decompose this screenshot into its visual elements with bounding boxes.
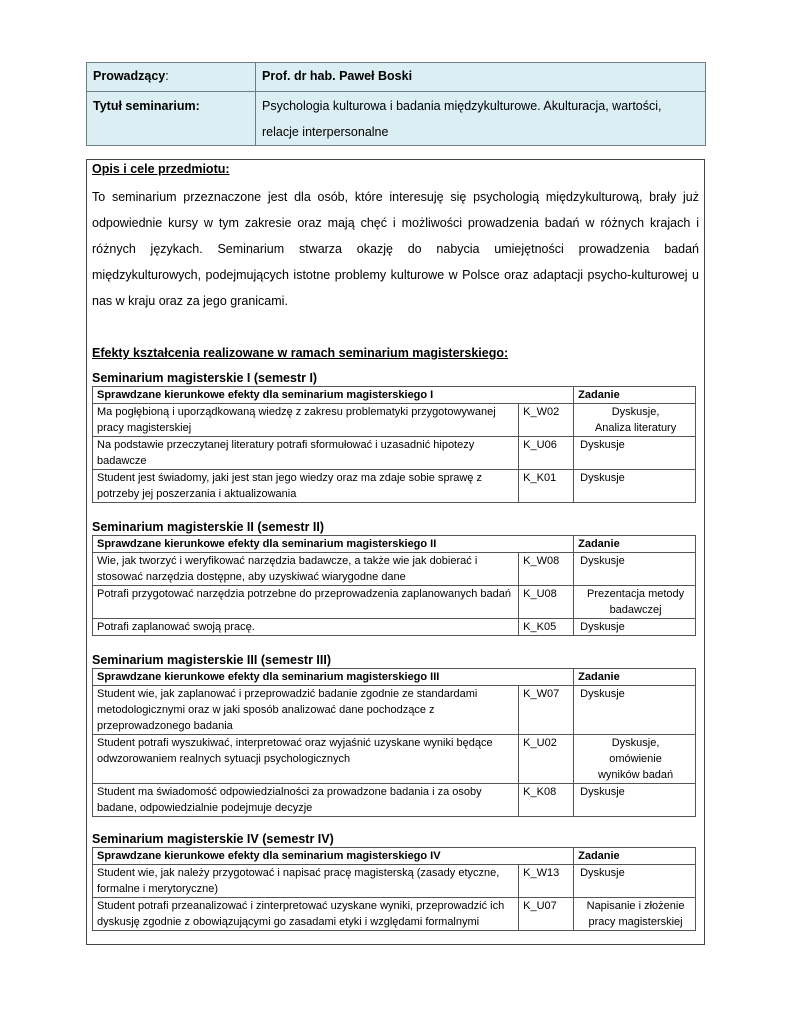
seminar-title-value bbox=[256, 92, 706, 146]
task-cell: Napisanie i złożenie pracy magisterskiej bbox=[574, 898, 696, 931]
effect-code: K_W08 bbox=[519, 553, 574, 586]
seminar-block-3 bbox=[92, 652, 696, 817]
seminar-title: Seminarium magisterskie IV (semestr IV) bbox=[92, 832, 334, 846]
effects-table-header-row bbox=[93, 387, 696, 404]
table-row bbox=[93, 619, 696, 636]
task-cell: Dyskusje, Analiza literatury bbox=[574, 404, 696, 437]
effect-code: K_W02 bbox=[519, 404, 574, 437]
table-row bbox=[93, 686, 696, 735]
effect-code: K_U07 bbox=[519, 898, 574, 931]
table-row bbox=[93, 553, 696, 586]
effects-table-header-row bbox=[93, 536, 696, 553]
task-cell: Prezentacja metody badawczej bbox=[574, 586, 696, 619]
table-row bbox=[93, 898, 696, 931]
task-column-header: Zadanie bbox=[574, 387, 696, 404]
effect-code: K_U02 bbox=[519, 735, 574, 784]
effects-heading: Efekty kształcenia realizowane w ramach seminarium magisterskiego: bbox=[92, 346, 509, 360]
table-row bbox=[93, 404, 696, 437]
effect-description: Student ma świadomość odpowiedzialności za prowadzone badania i za osoby badane, odpowiedzialnie podejmuje decyzje bbox=[93, 784, 519, 817]
effect-code: K_K01 bbox=[519, 470, 574, 503]
seminar-title: Seminarium magisterskie II (semestr II) bbox=[92, 520, 325, 534]
task-cell: Dyskusje bbox=[574, 470, 696, 503]
effect-description: Student wie, jak zaplanować i przeprowadzić badanie zgodnie ze standardami metodologicznymi oraz w jaki sposób analizować dane pochodzące z przeprowadzonego badania bbox=[93, 686, 519, 735]
effect-description: Na podstawie przeczytanej literatury potrafi sformułować i uzasadnić hipotezy badawcze bbox=[93, 437, 519, 470]
description-heading: Opis i cele przedmiotu: bbox=[92, 162, 230, 176]
effect-code: K_K08 bbox=[519, 784, 574, 817]
seminar-title-line-2: relacje interpersonalne bbox=[262, 125, 389, 139]
effect-code: K_W13 bbox=[519, 865, 574, 898]
lecturer-label-colon: : bbox=[165, 69, 169, 83]
table-row bbox=[93, 586, 696, 619]
task-column-header: Zadanie bbox=[574, 669, 696, 686]
header-table bbox=[86, 62, 706, 146]
table-row bbox=[93, 437, 696, 470]
effects-table bbox=[92, 668, 696, 817]
effect-description: Potrafi przygotować narzędzia potrzebne do przeprowadzenia zaplanowanych badań bbox=[93, 586, 519, 619]
effects-table bbox=[92, 535, 696, 636]
effects-column-header: Sprawdzane kierunkowe efekty dla seminarium magisterskiego I bbox=[93, 387, 574, 404]
lecturer-label-cell bbox=[87, 63, 256, 92]
effect-description: Student potrafi przeanalizować i zinterpretować uzyskane wyniki, przeprowadzić ich dyskusję zgodnie z obowiązującymi go zasadami etyki i względami formalnymi bbox=[93, 898, 519, 931]
task-cell: Dyskusje bbox=[574, 865, 696, 898]
effect-description: Potrafi zaplanować swoją pracę. bbox=[93, 619, 519, 636]
effect-description: Student jest świadomy, jaki jest stan jego wiedzy oraz ma zdaje sobie sprawę z potrzeby jej poszerzania i aktualizowania bbox=[93, 470, 519, 503]
effects-table bbox=[92, 847, 696, 931]
effects-column-header: Sprawdzane kierunkowe efekty dla seminarium magisterskiego IV bbox=[93, 848, 574, 865]
task-cell: Dyskusje bbox=[574, 553, 696, 586]
task-cell: Dyskusje bbox=[574, 437, 696, 470]
table-row bbox=[93, 784, 696, 817]
lecturer-row bbox=[87, 63, 706, 92]
effects-table-header-row bbox=[93, 848, 696, 865]
task-cell: Dyskusje bbox=[574, 686, 696, 735]
description-text: To seminarium przeznaczone jest dla osób, które interesuję się psychologią międzykulturową, brały już odpowiednie kursy w tym zakresie oraz mają chęć i możliwości prowadzenia badań w różnych krajach i różnych językach. Seminarium stwarza okazję do nabycia umiejętności prowadzenia badań międzykulturowych, podejmujących istotne problemy kulturowe w Polsce oraz adaptacji psycho-kulturowej u nas w kraju oraz za jego granicami. bbox=[92, 190, 699, 308]
seminar-block-4 bbox=[92, 831, 696, 931]
task-cell: Dyskusje bbox=[574, 784, 696, 817]
seminar-block-2 bbox=[92, 519, 696, 636]
effects-table-header-row bbox=[93, 669, 696, 686]
effect-description: Ma pogłębioną i uporządkowaną wiedzę z zakresu problematyki przygotowywanej pracy magisterskiej bbox=[93, 404, 519, 437]
effect-code: K_W07 bbox=[519, 686, 574, 735]
effect-description: Wie, jak tworzyć i weryfikować narzędzia badawcze, a także wie jak dobierać i stosować narzędzia dostępne, aby uzyskiwać wiarygodne dane bbox=[93, 553, 519, 586]
seminar-title-line-1: Psychologia kulturowa i badania międzykulturowe. Akulturacja, wartości, bbox=[262, 99, 662, 113]
seminar-title-row bbox=[87, 92, 706, 146]
effects-column-header: Sprawdzane kierunkowe efekty dla seminarium magisterskiego III bbox=[93, 669, 574, 686]
seminar-title: Seminarium magisterskie I (semestr I) bbox=[92, 371, 318, 385]
seminar-title: Seminarium magisterskie III (semestr III) bbox=[92, 653, 331, 667]
table-row bbox=[93, 865, 696, 898]
task-cell: Dyskusje bbox=[574, 619, 696, 636]
table-row bbox=[93, 470, 696, 503]
effects-column-header: Sprawdzane kierunkowe efekty dla seminarium magisterskiego II bbox=[93, 536, 574, 553]
task-column-header: Zadanie bbox=[574, 848, 696, 865]
task-cell: Dyskusje, omówienie wyników badań bbox=[574, 735, 696, 784]
effects-table bbox=[92, 386, 696, 503]
seminar-title-label: Tytuł seminarium: bbox=[87, 92, 256, 146]
lecturer-value: Prof. dr hab. Paweł Boski bbox=[256, 63, 706, 92]
seminar-block-1 bbox=[92, 370, 696, 503]
effect-code: K_U08 bbox=[519, 586, 574, 619]
effect-code: K_U06 bbox=[519, 437, 574, 470]
effect-description: Student wie, jak należy przygotować i napisać pracę magisterską (zasady etyczne, formalne i merytoryczne) bbox=[93, 865, 519, 898]
table-row bbox=[93, 735, 696, 784]
effect-description: Student potrafi wyszukiwać, interpretować oraz wyjaśnić uzyskane wyniki będące odwzorowaniem realnych sytuacji psychologicznych bbox=[93, 735, 519, 784]
effect-code: K_K05 bbox=[519, 619, 574, 636]
course-description-box bbox=[86, 159, 705, 945]
task-column-header: Zadanie bbox=[574, 536, 696, 553]
lecturer-label: Prowadzący bbox=[93, 69, 166, 83]
